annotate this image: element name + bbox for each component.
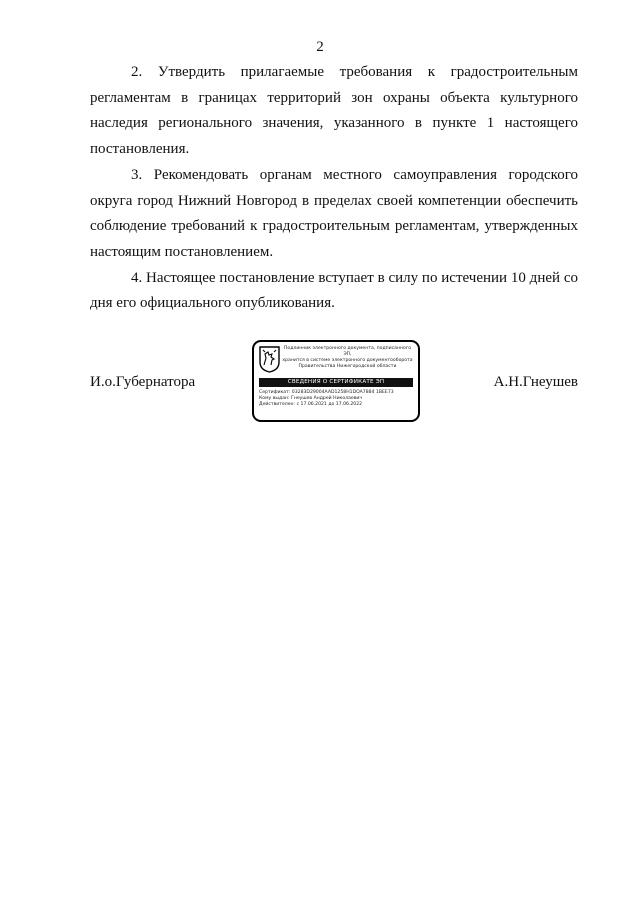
signature-block	[90, 340, 578, 424]
stamp-certificate: Сертификат: 03283D29004AAD1258H1DOA7884 1BEE73	[259, 390, 394, 395]
stamp-notice-line: Правительства Нижегородской области	[298, 364, 397, 369]
document-body	[90, 60, 578, 317]
coat-of-arms-icon	[259, 346, 280, 373]
page-number: 2	[316, 39, 324, 55]
stamp-notice-line: хранится в системе электронного документооборота	[282, 358, 413, 363]
signatory-title: И.о.Губернатора	[90, 374, 196, 390]
signatory-name: А.Н.Гнеушев	[493, 374, 578, 390]
paragraph-3: 3. Рекомендовать органам местного самоуправления городского округа город Нижний Новгород в пределах своей компетенции обеспечить соблюдение требований к градостроительным регламентам, утвержденных настоящим постановлением.	[90, 166, 578, 260]
stamp-header: СВЕДЕНИЯ О СЕРТИФИКАТЕ ЭП	[259, 378, 413, 387]
stamp-owner: Кому выдан: Гнеушев Андрей Николаевич	[259, 396, 363, 402]
paragraph-4: 4. Настоящее постановление вступает в силу по истечении 10 дней со дня его официального опубликования.	[90, 269, 578, 312]
stamp-notice-line: Подлинник электронного документа, подписанного ЭП,	[283, 346, 412, 357]
paragraph-2: 2. Утвердить прилагаемые требования к градостроительным регламентам в границах территорий зон охраны объекта культурного наследия регионального значения, указанного в пункте 1 настоящего постановления.	[90, 64, 578, 158]
electronic-signature-stamp	[252, 340, 420, 422]
stamp-notice	[280, 346, 413, 370]
stamp-validity: Действителен: с 17.06.2021 до 17.06.2022	[259, 402, 363, 408]
stamp-details	[259, 390, 413, 409]
